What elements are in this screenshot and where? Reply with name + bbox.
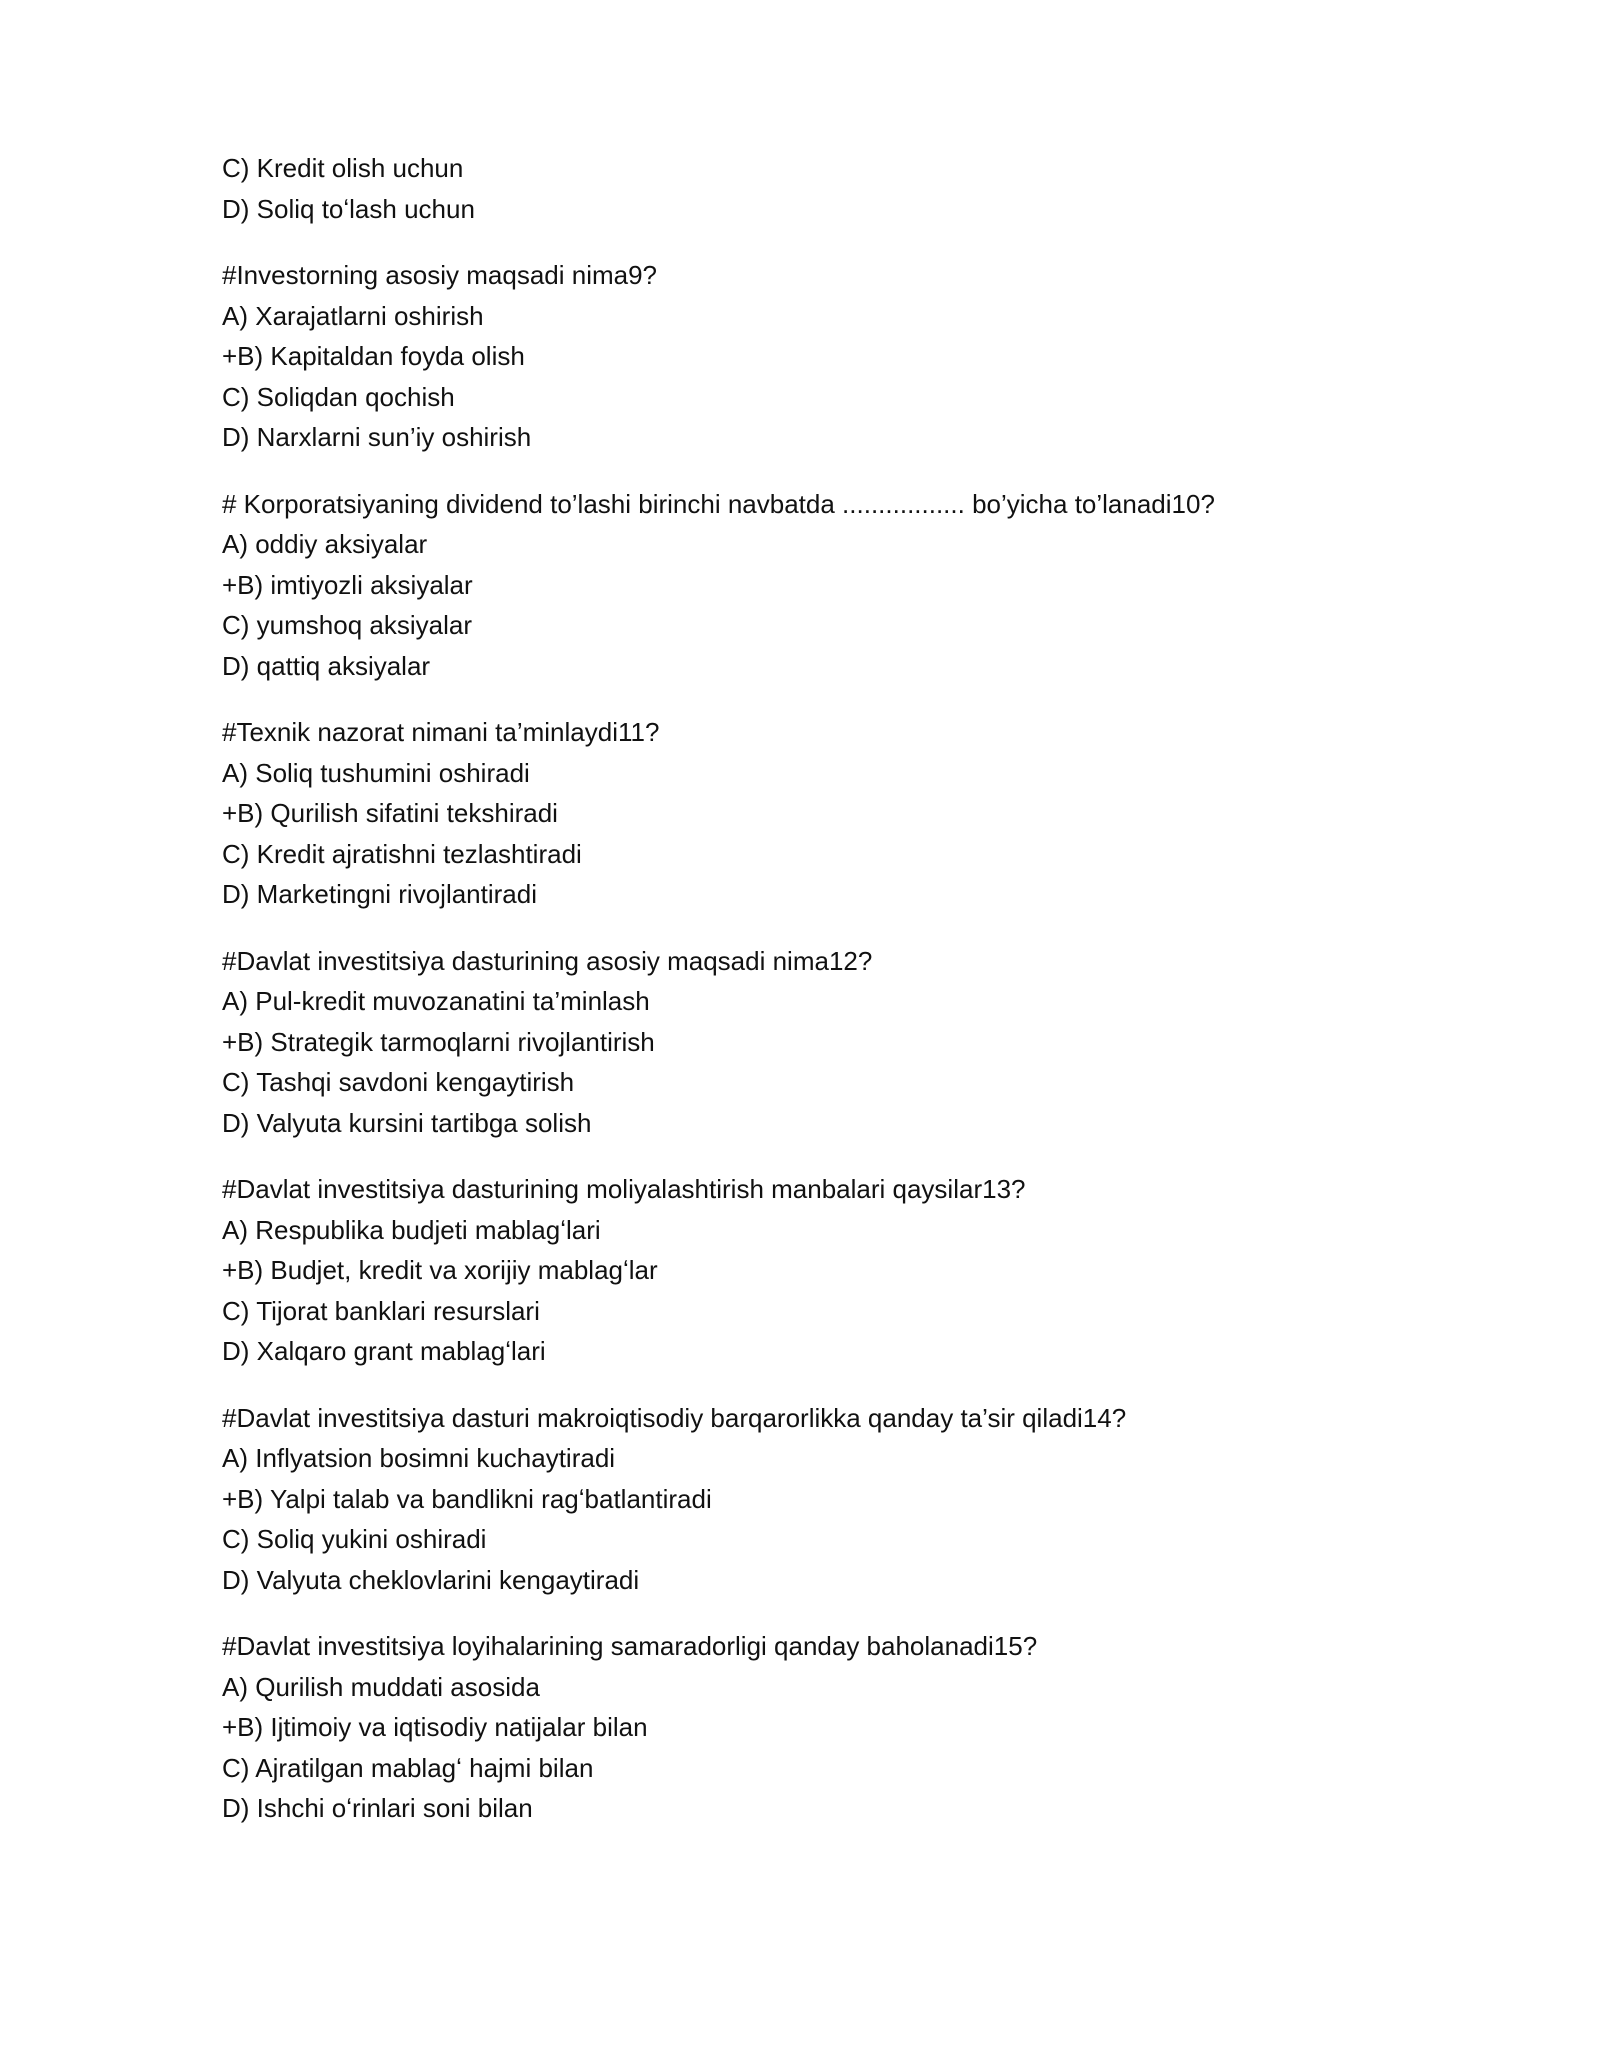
answer-option: A) Xarajatlarni oshirish <box>222 300 484 331</box>
answer-option: A) Inflyatsion bosimni kuchaytiradi <box>222 1443 616 1473</box>
question-text: #Davlat investitsiya dasturi makroiqtisodiy barqarorlikka qanday ta’sir qiladi14? <box>222 1402 1127 1433</box>
answer-option: C) Tashqi savdoni kengaytirish <box>222 1067 575 1097</box>
answer-option: D) Soliq toʻlash uchun <box>222 193 475 224</box>
answer-option-correct: +B) Budjet, kredit va xorijiy mablagʻlar <box>222 1255 658 1285</box>
answer-option: A) oddiy aksiyalar <box>222 529 428 559</box>
answer-option: C) Tijorat banklari resurslari <box>222 1295 540 1326</box>
answer-option-correct: +B) Strategik tarmoqlarni rivojlantirish <box>222 1026 655 1057</box>
question-text: #Investorning asosiy maqsadi nima9? <box>222 260 658 290</box>
question-text: #Davlat investitsiya loyihalarining samaradorligi qanday baholanadi15? <box>222 1631 1038 1661</box>
answer-option-correct: +B) Qurilish sifatini tekshiradi <box>222 798 558 828</box>
answer-option: C) Soliq yukini oshiradi <box>222 1524 487 1554</box>
question-block <box>222 1169 1402 1372</box>
answer-option-correct: +B) Yalpi talab va bandlikni ragʻbatlantiradi <box>222 1483 712 1514</box>
question-text: #Davlat investitsiya dasturining moliyalashtirish manbalari qaysilar13? <box>222 1174 1026 1204</box>
question-text: #Texnik nazorat nimani ta’minlaydi11? <box>222 717 660 747</box>
question-block <box>222 941 1402 1144</box>
question-block <box>222 255 1402 458</box>
answer-option: C) Ajratilgan mablagʻ hajmi bilan <box>222 1752 594 1783</box>
answer-option: D) qattiq aksiyalar <box>222 650 431 681</box>
answer-option: D) Narxlarni sun’iy oshirish <box>222 422 532 452</box>
answer-option: A) Pul-kredit muvozanatini ta’minlash <box>222 986 650 1016</box>
answer-option: D) Marketingni rivojlantiradi <box>222 879 537 909</box>
question-text: # Korporatsiyaning dividend to’lashi birinchi navbatda ................. bo’yicha to’lanadi10? <box>222 488 1215 519</box>
question-block <box>222 1398 1402 1601</box>
answer-option: D) Valyuta cheklovlarini kengaytiradi <box>222 1564 640 1595</box>
answer-option: C) Soliqdan qochish <box>222 381 455 412</box>
answer-option: A) Respublika budjeti mablagʻlari <box>222 1214 601 1245</box>
question-text: #Davlat investitsiya dasturining asosiy maqsadi nima12? <box>222 945 873 976</box>
question-block <box>222 712 1402 915</box>
question-block <box>222 1626 1402 1829</box>
answer-option: C) Kredit olish uchun <box>222 153 464 183</box>
question-block <box>222 148 1402 229</box>
answer-option: D) Ishchi oʻrinlari soni bilan <box>222 1793 533 1823</box>
answer-option: C) Kredit ajratishni tezlashtiradi <box>222 838 582 869</box>
answer-option-correct: +B) imtiyozli aksiyalar <box>222 569 473 600</box>
answer-option: D) Valyuta kursini tartibga solish <box>222 1107 592 1138</box>
answer-option: D) Xalqaro grant mablagʻlari <box>222 1336 546 1366</box>
document-content <box>222 148 1402 1855</box>
answer-option-correct: +B) Kapitaldan foyda olish <box>222 341 525 371</box>
answer-option-correct: +B) Ijtimoiy va iqtisodiy natijalar bilan <box>222 1712 648 1742</box>
question-block <box>222 484 1402 687</box>
answer-option: A) Qurilish muddati asosida <box>222 1671 540 1702</box>
answer-option: A) Soliq tushumini oshiradi <box>222 757 530 788</box>
answer-option: C) yumshoq aksiyalar <box>222 610 472 640</box>
